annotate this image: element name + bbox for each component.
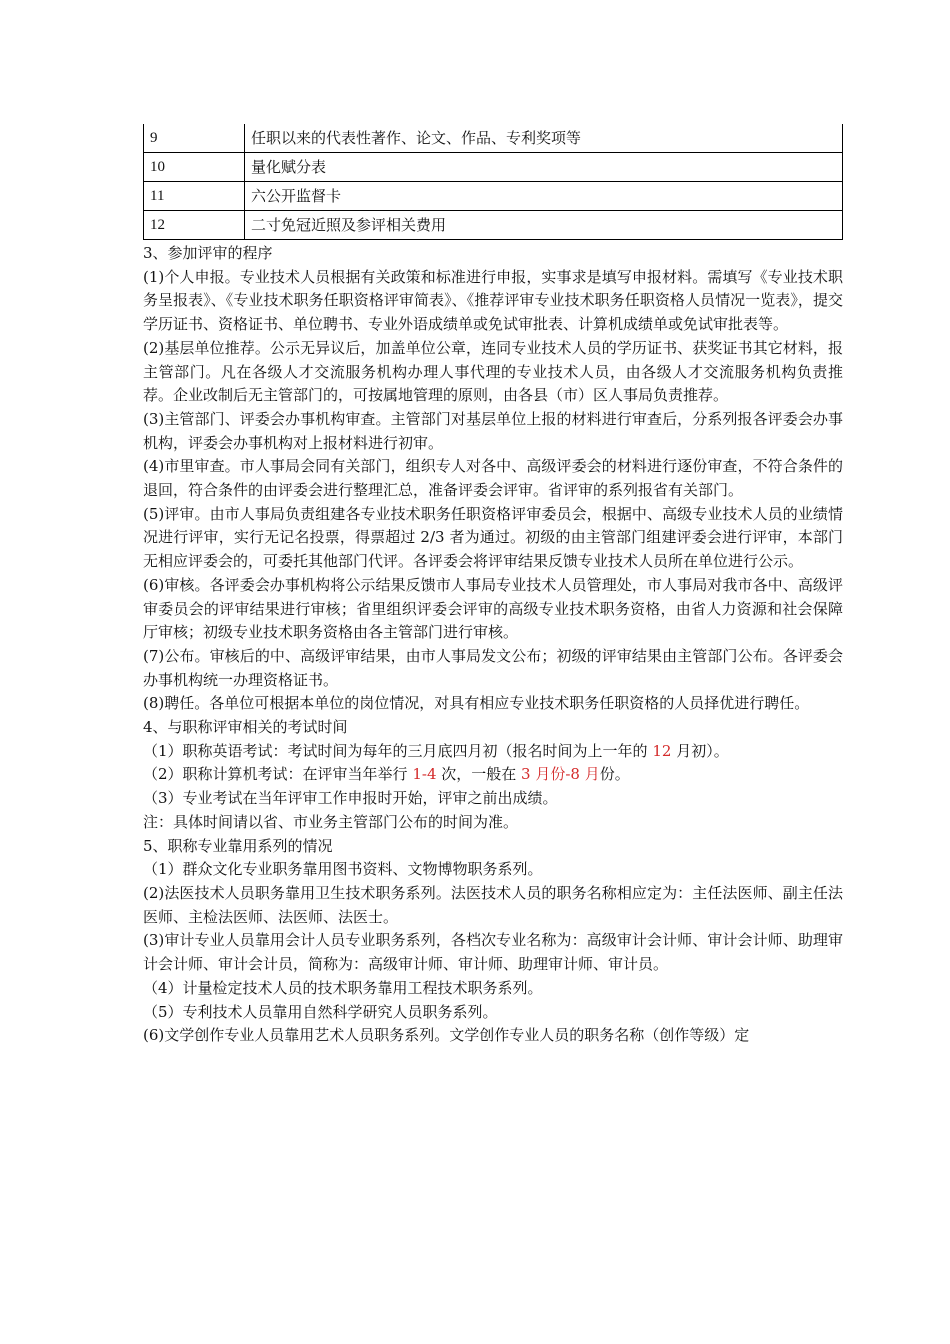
table-row [144, 211, 843, 240]
paragraph: （1）群众文化专业职务靠用图书资料、文物博物职务系列。 [143, 860, 543, 879]
section-heading: 5、职称专业靠用系列的情况 [143, 836, 333, 855]
section-heading: 3、参加评审的程序 [143, 244, 273, 262]
document-page [143, 124, 843, 1048]
paragraph: (3)审计专业人员靠用会计人员专业职务系列，各档次专业名称为：高级审计会计师、审计会计师、助理审计会计师、审计会计员，简称为：高级审计师、审计师、助理审计师、审计员。 [143, 931, 843, 974]
exam-english [143, 740, 843, 764]
exam-professional: （3）专业考试在当年评审工作申报时开始，评审之前出成绩。 [143, 789, 558, 808]
paragraph: (5)评审。由市人事局负责组建各专业技术职务任职资格评审委员会，根据中、高级专业技术人员的业绩情况进行评审，实行无记名投票，得票超过 2/3 者为通过。初级的由主管部门组建评委会进行评审，本部门无相应评委会的，可委托其他部门代评。各评委会将评审结果反馈专业技术人员所在单位进行公示。 [143, 504, 843, 571]
highlight-months: 3 月份-8 月 [521, 765, 600, 784]
row-number: 10 [144, 153, 245, 182]
paragraph: (6)文学创作专业人员靠用艺术人员职务系列。文学创作专业人员的职务名称（创作等级）定 [143, 1026, 750, 1045]
paragraph: (7)公布。审核后的中、高级评审结果，由市人事局发文公布；初级的评审结果由主管部门公布。各评委会办事机构统一办理资格证书。 [143, 646, 843, 689]
table-row [144, 153, 843, 182]
paragraph: (2)法医技术人员职务靠用卫生技术职务系列。法医技术人员的职务名称相应定为：主任法医师、副主任法医师、主检法医师、法医师、法医士。 [143, 883, 843, 926]
text-span: 次，一般在 [436, 765, 522, 784]
text-span: （2）职称计算机考试：在评审当年举行 [143, 765, 413, 784]
text-span: 份。 [599, 765, 630, 784]
paragraph: （4）计量检定技术人员的技术职务靠用工程技术职务系列。 [143, 978, 543, 997]
note: 注：具体时间请以省、市业务主管部门公布的时间为准。 [143, 812, 519, 831]
row-text: 量化赋分表 [245, 153, 843, 182]
document-body [143, 242, 843, 1048]
table-row [144, 182, 843, 211]
materials-table [143, 124, 843, 240]
highlight-month: 12 [652, 741, 672, 760]
highlight-count: 1-4 [412, 765, 437, 784]
text-span: （1）职称英语考试：考试时间为每年的三月底四月初（报名时间为上一年的 [143, 741, 653, 760]
row-number: 9 [144, 124, 245, 153]
table-row [144, 124, 843, 153]
paragraph: (6)审核。各评委会办事机构将公示结果反馈市人事局专业技术人员管理处，市人事局对我市各中、高级评审委员会的评审结果进行审核；省里组织评委会评审的高级专业技术职务资格，由省人力资源和社会保障厅审核；初级专业技术职务资格由各主管部门进行审核。 [143, 575, 843, 642]
paragraph: （5）专利技术人员靠用自然科学研究人员职务系列。 [143, 1002, 498, 1021]
paragraph: (1)个人申报。专业技术人员根据有关政策和标准进行申报，实事求是填写申报材料。需填写《专业技术职务呈报表》、《专业技术职务任职资格评审简表》、《推荐评审专业技术职务任职资格人员情况一览表》，提交学历证书、资格证书、单位聘书、专业外语成绩单或免试审批表、计算机成绩单或免试审批表等。 [143, 267, 843, 334]
paragraph: (2)基层单位推荐。公示无异议后，加盖单位公章，连同专业技术人员的学历证书、获奖证书其它材料，报主管部门。凡在各级人才交流服务机构办理人事代理的专业技术人员，由各级人才交流服务机构负责推荐。企业改制后无主管部门的，可按属地管理的原则，由各县（市）区人事局负责推荐。 [143, 338, 843, 405]
paragraph: (8)聘任。各单位可根据本单位的岗位情况，对具有相应专业技术职务任职资格的人员择优进行聘任。 [143, 694, 810, 713]
section-heading: 4、与职称评审相关的考试时间 [143, 718, 348, 737]
row-text: 二寸免冠近照及参评相关费用 [245, 211, 843, 240]
exam-computer [143, 763, 843, 787]
text-span: 月初）。 [671, 741, 729, 760]
row-number: 12 [144, 211, 245, 240]
paragraph: (4)市里审查。市人事局会同有关部门，组织专人对各中、高级评委会的材料进行逐份审查，不符合条件的退回，符合条件的由评委会进行整理汇总，准备评委会评审。省评审的系列报省有关部门。 [143, 457, 843, 500]
row-text: 任职以来的代表性著作、论文、作品、专利奖项等 [245, 124, 843, 153]
row-number: 11 [144, 182, 245, 211]
row-text: 六公开监督卡 [245, 182, 843, 211]
paragraph: (3)主管部门、评委会办事机构审查。主管部门对基层单位上报的材料进行审查后，分系列报各评委会办事机构，评委会办事机构对上报材料进行初审。 [143, 409, 843, 452]
